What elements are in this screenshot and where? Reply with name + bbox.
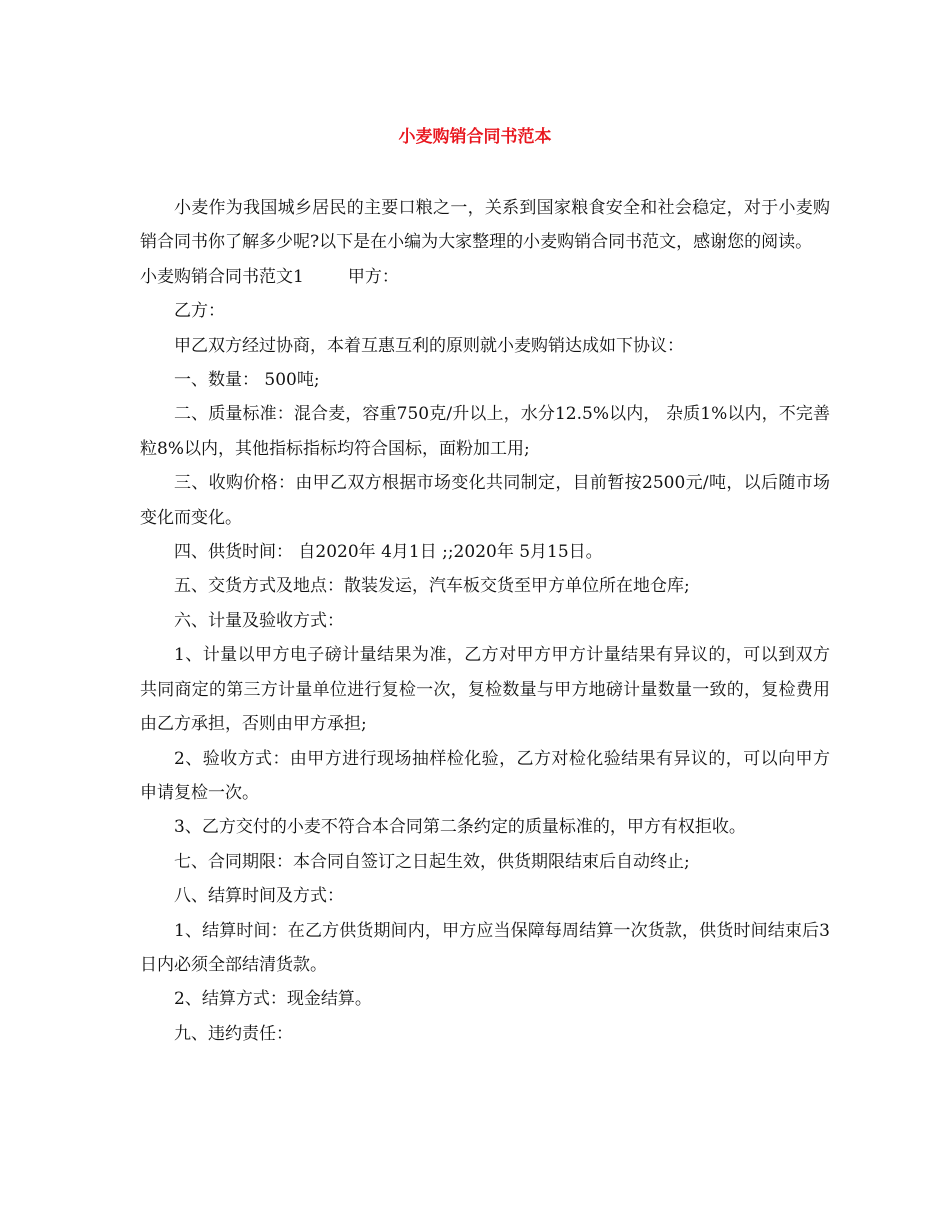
sub-clause-rejection: 3、乙方交付的小麦不符合本合同第二条约定的质量标准的，甲方有权拒收。 bbox=[174, 817, 746, 838]
sub-clause-settlement-method: 2、结算方式：现金结算。 bbox=[174, 989, 372, 1010]
clause-measurement: 六、计量及验收方式： bbox=[174, 610, 344, 631]
sub-clause-settlement-time: 1、结算时间：在乙方供货期间内，甲方应当保障每周结算一次货款，供货时间结束后3日内必须全部结清货款。 bbox=[140, 920, 830, 975]
sub-clause-measurement: 1、计量以甲方电子磅计量结果为准，乙方对甲方甲方计量结果有异议的，可以到双方共同商定的第三方计量单位进行复检一次，复检数量与甲方地磅计量数量一致的，复检费用由乙方承担，否则由甲方承担; bbox=[140, 645, 830, 735]
sample-heading-row bbox=[140, 260, 830, 294]
clause-quality: 二、质量标准：混合麦，容重750克/升以上，水分12.5%以内， 杂质1%以内，不完善粒8%以内，其他指标指标均符合国标，面粉加工用; bbox=[140, 404, 830, 459]
party-b-label: 乙方： bbox=[174, 301, 225, 322]
document-body bbox=[140, 191, 830, 1051]
clause-supply-time: 四、供货时间： 自2020年 4月1日 ;;2020年 5月15日。 bbox=[174, 542, 603, 563]
clause-liability: 九、违约责任： bbox=[174, 1023, 293, 1044]
clause-quantity: 一、数量： 500吨; bbox=[174, 370, 320, 391]
clause-price: 三、收购价格：由甲乙双方根据市场变化共同制定，目前暂按2500元/吨，以后随市场变化而变化。 bbox=[140, 473, 830, 528]
paragraph: 甲乙双方经过协商，本着互惠互利的原则就小麦购销达成如下协议： bbox=[174, 335, 684, 356]
sub-clause-inspection: 2、验收方式：由甲方进行现场抽样检化验，乙方对检化验结果有异议的，可以向甲方申请复检一次。 bbox=[140, 748, 830, 803]
party-a-label: 甲方： bbox=[347, 266, 399, 287]
clause-term: 七、合同期限：本合同自签订之日起生效，供货期限结束后自动终止; bbox=[174, 851, 690, 872]
clause-delivery: 五、交货方式及地点：散装发运，汽车板交货至甲方单位所在地仓库; bbox=[174, 576, 690, 597]
clause-settlement: 八、结算时间及方式： bbox=[174, 886, 344, 907]
sample-heading: 小麦购销合同书范文1 bbox=[140, 266, 304, 287]
intro-paragraph: 小麦作为我国城乡居民的主要口粮之一，关系到国家粮食安全和社会稳定，对于小麦购销合同书你了解多少呢?以下是在小编为大家整理的小麦购销合同书范文，感谢您的阅读。 bbox=[140, 198, 830, 253]
document-title: 小麦购销合同书范本 bbox=[398, 127, 552, 147]
